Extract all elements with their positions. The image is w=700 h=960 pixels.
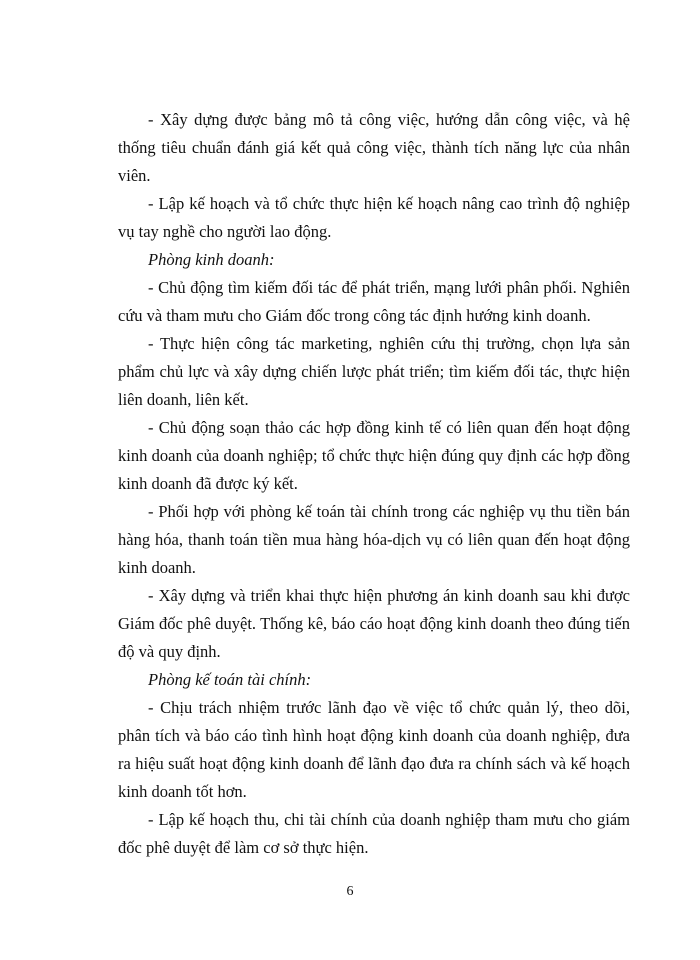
paragraph-contracts: - Chủ động soạn thảo các hợp đồng kinh tế có liên quan đến hoạt động kinh doanh của doanh nghiệp; tổ chức thực hiện đúng quy định các hợp đồng kinh doanh đã được ký kết. <box>118 418 630 493</box>
paragraph-job-description: - Xây dựng được bảng mô tả công việc, hướng dẫn công việc, và hệ thống tiêu chuẩn đánh giá kết quả công việc, thành tích năng lực của nhân viên. <box>118 110 630 185</box>
paragraph-marketing: - Thực hiện công tác marketing, nghiên cứu thị trường, chọn lựa sản phẩm chủ lực và xây dựng chiến lược phát triển; tìm kiếm đối tác, thực hiện liên doanh, liên kết. <box>118 334 630 409</box>
page-body <box>118 106 630 862</box>
paragraph-coordinate-accounting: - Phối hợp với phòng kế toán tài chính trong các nghiệp vụ thu tiền bán hàng hóa, thanh toán tiền mua hàng hóa-dịch vụ có liên quan đến hoạt động kinh doanh. <box>118 502 630 577</box>
paragraph-business-plan: - Xây dựng và triển khai thực hiện phương án kinh doanh sau khi được Giám đốc phê duyệt. Thống kê, báo cáo hoạt động kinh doanh theo đúng tiến độ và quy định. <box>118 586 630 661</box>
section-heading-business-department: Phòng kinh doanh: <box>148 250 275 269</box>
section-heading-finance-department: Phòng kế toán tài chính: <box>148 670 312 689</box>
paragraph-training-plan: - Lập kế hoạch và tổ chức thực hiện kế hoạch nâng cao trình độ nghiệp vụ tay nghề cho người lao động. <box>118 194 630 241</box>
page-number: 6 <box>346 884 354 899</box>
paragraph-finance-planning: - Lập kế hoạch thu, chi tài chính của doanh nghiệp tham mưu cho giám đốc phê duyệt để làm cơ sở thực hiện. <box>118 810 630 857</box>
paragraph-find-partners: - Chủ động tìm kiếm đối tác để phát triển, mạng lưới phân phối. Nghiên cứu và tham mưu cho Giám đốc trong công tác định hướng kinh doanh. <box>118 278 630 325</box>
paragraph-finance-responsibility: - Chịu trách nhiệm trước lãnh đạo về việc tổ chức quản lý, theo dõi, phân tích và báo cáo tình hình hoạt động kinh doanh của doanh nghiệp, đưa ra hiệu suất hoạt động kinh doanh để lãnh đạo đưa ra chính sách và kế hoạch kinh doanh tốt hơn. <box>118 698 630 801</box>
